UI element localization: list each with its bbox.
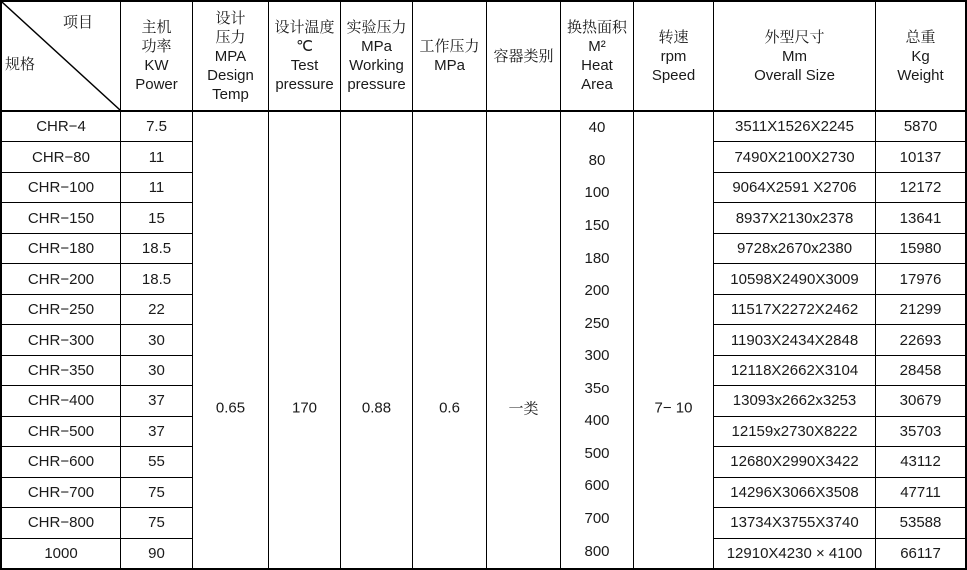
weight-cell: 30679 [876, 386, 965, 416]
header-cell-heat-area [561, 2, 634, 110]
column-speed [634, 112, 714, 568]
heat-area-value: 180 [584, 249, 610, 267]
heat-area-value: 150 [584, 216, 610, 234]
heat-area-value: 40 [588, 119, 606, 137]
heat-area-value: 35o [584, 379, 610, 397]
header-text: ℃ [296, 38, 313, 55]
header-text: 实验压力 [346, 19, 407, 36]
model-cell: CHR−80 [2, 142, 120, 172]
model-cell: CHR−300 [2, 325, 120, 355]
column-power [121, 112, 193, 568]
heat-area-value: 250 [584, 314, 610, 332]
header-text: KW [144, 57, 169, 74]
power-cell: 11 [121, 173, 192, 203]
weight-cell: 15980 [876, 234, 965, 264]
header-text: rpm [660, 47, 687, 65]
column-design-pressure [193, 112, 269, 568]
header-text: Power [135, 76, 178, 93]
header-cell-speed [634, 2, 714, 110]
size-cell: 13734X3755X3740 [714, 508, 875, 538]
vessel-class-value: 一类 [508, 400, 539, 418]
weight-cell: 5870 [876, 112, 965, 142]
size-cell: 12159x2730X8222 [714, 417, 875, 447]
weight-cell: 28458 [876, 356, 965, 386]
header-text: Heat [581, 57, 613, 74]
header-text: pressure [347, 76, 406, 93]
size-cell: 14296X3066X3508 [714, 478, 875, 508]
model-cell: CHR−250 [2, 295, 120, 325]
model-cell: CHR−100 [2, 173, 120, 203]
column-overall-size [714, 112, 876, 568]
header-text: Weight [897, 66, 944, 84]
power-cell: 7.5 [121, 112, 192, 142]
power-cell: 37 [121, 386, 192, 416]
size-cell: 10598X2490X3009 [714, 264, 875, 294]
model-cell: 1000 [44, 544, 78, 562]
size-cell: 11517X2272X2462 [714, 295, 875, 325]
speed-value: 7− 10 [654, 399, 693, 417]
size-cell: 11903X2434X2848 [714, 325, 875, 355]
size-cell: 9064X2591 X2706 [714, 173, 875, 203]
weight-cell: 12172 [876, 173, 965, 203]
header-cell-power [121, 2, 193, 110]
header-cell-corner [2, 2, 121, 110]
model-cell: CHR−400 [2, 386, 120, 416]
corner-label-item: 项目 [62, 14, 93, 31]
header-text: Design [207, 66, 254, 84]
heat-area-value: 400 [584, 412, 610, 430]
header-text: 转速 [658, 28, 689, 46]
model-cell: CHR−150 [2, 203, 120, 233]
model-cell: CHR−700 [2, 478, 120, 508]
power-cell: 30 [121, 356, 192, 386]
header-text: MPa [361, 38, 392, 55]
header-text: Test [290, 57, 319, 74]
weight-cell: 10137 [876, 142, 965, 172]
model-cell: CHR−600 [2, 447, 120, 477]
column-weight [876, 112, 965, 568]
heat-area-value: 600 [584, 477, 610, 495]
column-design-temp [269, 112, 341, 568]
header-text: M² [588, 38, 606, 55]
power-cell: 55 [121, 447, 192, 477]
power-cell: 15 [121, 203, 192, 233]
weight-cell: 66117 [900, 544, 941, 562]
power-cell: 75 [121, 508, 192, 538]
power-cell: 18.5 [121, 264, 192, 294]
column-working-pressure [413, 112, 487, 568]
header-text: 工作压力 [419, 38, 480, 55]
header-cell-design-pressure [193, 2, 269, 110]
header-text: Mm [782, 47, 807, 65]
header-text: Area [581, 76, 613, 93]
size-cell: 7490X2100X2730 [714, 142, 875, 172]
model-cell: CHR−500 [2, 417, 120, 447]
header-text: 容器类别 [493, 47, 554, 65]
header-text: pressure [275, 76, 334, 93]
table-header-row [2, 2, 965, 112]
power-cell: 11 [121, 142, 192, 172]
header-cell-test-pressure [341, 2, 413, 110]
size-cell: 9728x2670x2380 [714, 234, 875, 264]
size-cell: 12910X4230 × 4100 [726, 544, 863, 562]
model-cell: CHR−180 [2, 234, 120, 264]
header-text: Kg [911, 47, 930, 65]
design-temp-value: 170 [291, 399, 318, 417]
header-text: Overall Size [754, 66, 835, 84]
header-cell-design-temp [269, 2, 341, 110]
size-cell: 12680X2990X3422 [714, 447, 875, 477]
header-text: 主机 [141, 19, 172, 36]
weight-cell: 21299 [876, 295, 965, 325]
header-text: 功率 [141, 38, 172, 55]
header-cell-working-pressure [413, 2, 487, 110]
header-text: 压力 [215, 28, 246, 46]
header-text: MPa [434, 57, 465, 74]
heat-area-value: 80 [588, 151, 606, 169]
weight-cell: 35703 [876, 417, 965, 447]
size-cell: 13093x2662x3253 [714, 386, 875, 416]
column-test-pressure [341, 112, 413, 568]
header-text: 换热面积 [566, 19, 627, 36]
model-cell: CHR−4 [2, 112, 120, 142]
weight-cell: 43112 [876, 447, 965, 477]
heat-area-value: 500 [584, 444, 610, 462]
column-vessel-class [487, 112, 561, 568]
weight-cell: 22693 [876, 325, 965, 355]
header-text: MPA [214, 47, 247, 65]
working-pressure-value: 0.6 [439, 399, 460, 417]
column-heat-area [561, 112, 634, 568]
power-cell: 22 [121, 295, 192, 325]
power-cell: 37 [121, 417, 192, 447]
heat-area-value: 700 [584, 510, 610, 528]
model-cell: CHR−350 [2, 356, 120, 386]
header-text: 外型尺寸 [764, 28, 825, 46]
power-cell: 18.5 [121, 234, 192, 264]
table-body [2, 112, 965, 568]
header-cell-weight [876, 2, 965, 110]
heat-area-value: 300 [584, 347, 610, 365]
header-text: 设计温度 [274, 19, 335, 36]
design-pressure-value: 0.65 [215, 399, 246, 417]
header-text: Speed [651, 66, 696, 84]
heat-area-value: 100 [584, 184, 610, 202]
size-cell: 12118X2662X3104 [714, 356, 875, 386]
header-text: Temp [212, 85, 249, 103]
size-cell: 8937X2130x2378 [714, 203, 875, 233]
corner-label-spec: 规格 [5, 56, 36, 73]
column-model [2, 112, 121, 568]
power-cell: 30 [121, 325, 192, 355]
model-cell: CHR−800 [2, 508, 120, 538]
heat-area-value: 800 [584, 542, 610, 560]
power-cell: 90 [148, 544, 165, 562]
header-text: Working [349, 57, 404, 74]
weight-cell: 53588 [876, 508, 965, 538]
power-cell: 75 [121, 478, 192, 508]
heat-area-value: 200 [584, 282, 610, 300]
test-pressure-value: 0.88 [361, 399, 392, 417]
weight-cell: 17976 [876, 264, 965, 294]
weight-cell: 13641 [876, 203, 965, 233]
model-cell: CHR−200 [2, 264, 120, 294]
weight-cell: 47711 [876, 478, 965, 508]
header-text: 设计 [215, 9, 246, 27]
size-cell: 3511X1526X2245 [714, 112, 875, 142]
header-text: 总重 [905, 28, 936, 46]
header-cell-vessel-class [487, 2, 561, 110]
header-cell-overall-size [714, 2, 876, 110]
